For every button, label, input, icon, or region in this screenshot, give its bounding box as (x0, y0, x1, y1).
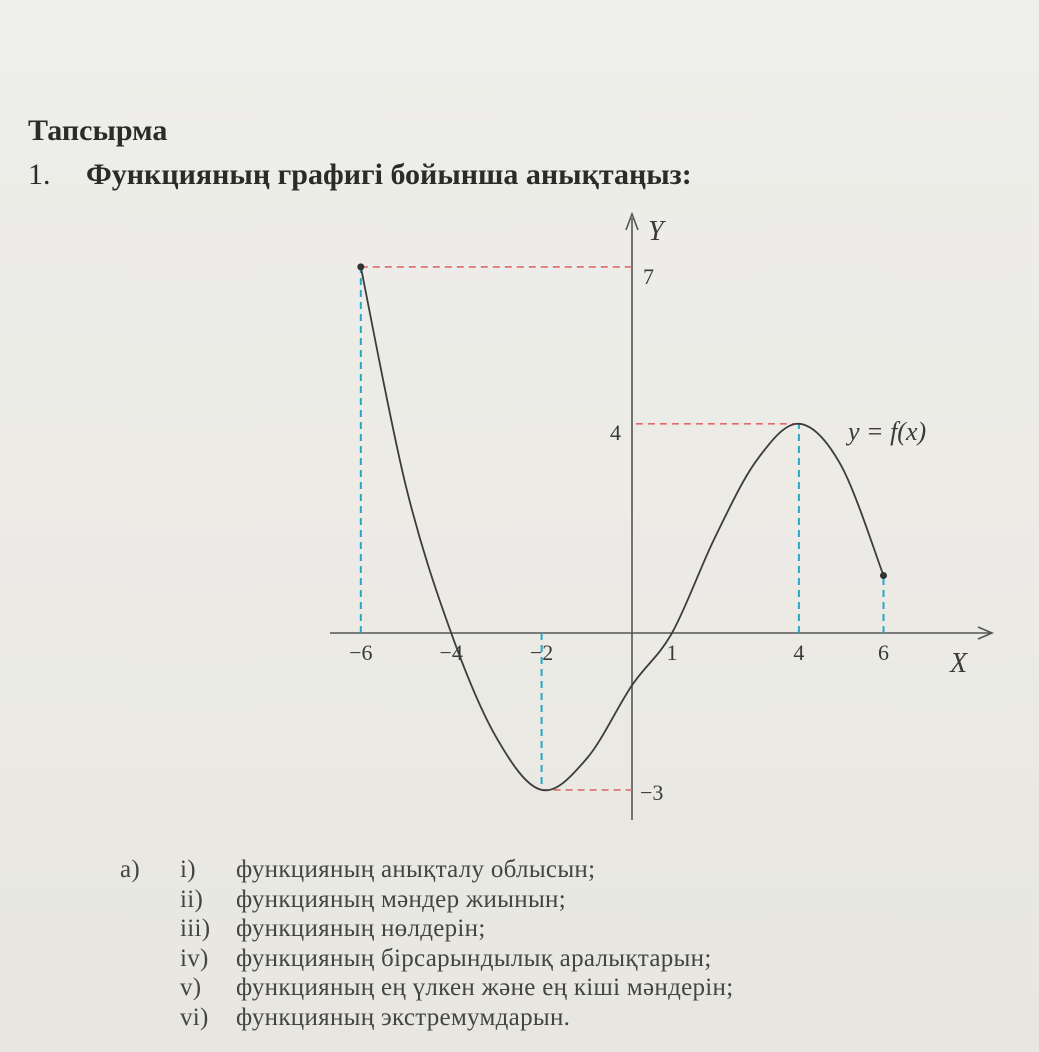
task-text: Функцияның графигі бойынша анықтаңыз: (86, 158, 692, 191)
question-row (120, 974, 733, 1004)
question-row (120, 945, 733, 975)
x-tick-label: 6 (878, 640, 889, 665)
y-axis-label: Y (648, 216, 664, 247)
question-number: i) (180, 856, 196, 883)
question-list (120, 856, 733, 1033)
question-number: vi) (180, 1003, 209, 1031)
y-tick-label: 7 (643, 264, 654, 289)
y-tick-label: −3 (640, 780, 664, 805)
x-tick-label: −2 (529, 640, 554, 665)
curve-start-point (357, 263, 364, 270)
x-tick-label: −6 (349, 640, 373, 665)
question-text: функцияның нөлдерін; (236, 915, 486, 942)
x-tick-label: −4 (439, 640, 463, 665)
question-row (120, 1004, 733, 1034)
x-axis-label: X (950, 648, 968, 679)
question-row (120, 915, 733, 945)
question-text: функцияның мәндер жиынын; (236, 885, 566, 913)
question-number: ii) (180, 885, 204, 913)
x-tick-label: 1 (666, 640, 678, 665)
function-label: y = f(x) (848, 417, 927, 446)
question-row (120, 856, 733, 886)
question-letter: а) (120, 856, 141, 883)
task-number: 1. (28, 158, 51, 191)
question-text: функцияның экстремумдарын. (236, 1003, 571, 1031)
curve-end-point (880, 572, 887, 579)
question-number: iv) (180, 944, 209, 972)
question-number: iii) (180, 915, 211, 942)
question-number: v) (180, 974, 202, 1001)
question-text: функцияның анықталу облысын; (236, 856, 596, 883)
question-text: функцияның бірсарындылық аралықтарын; (236, 944, 712, 972)
y-tick-label: 4 (610, 420, 621, 445)
x-tick-label: 4 (793, 640, 805, 665)
function-curve (361, 267, 884, 790)
question-text: функцияның ең үлкен және ең кіші мәндерін; (236, 974, 734, 1001)
question-row (120, 886, 733, 916)
assignment-title: Тапсырма (28, 114, 168, 147)
